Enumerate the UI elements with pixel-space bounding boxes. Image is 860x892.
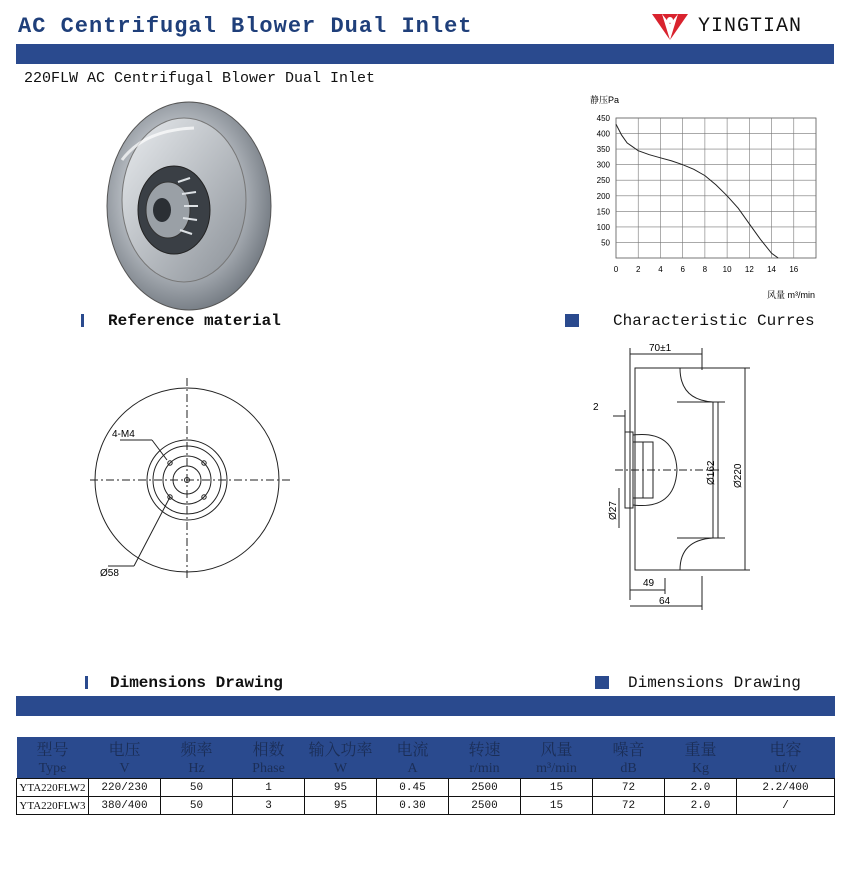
header-cn-cell: 电压 xyxy=(89,737,161,760)
table-cell: 50 xyxy=(161,797,233,815)
table-cell: 72 xyxy=(593,779,665,797)
table-cell: 2500 xyxy=(449,779,521,797)
x-tick-label: 6 xyxy=(680,265,685,274)
y-tick-label: 250 xyxy=(596,176,610,186)
section-dimensions-right: Dimensions Drawing xyxy=(628,674,801,692)
header-cn-cell: 型号 xyxy=(17,737,89,760)
side-view-drawing xyxy=(585,340,760,610)
page-title: AC Centrifugal Blower Dual Inlet xyxy=(18,14,473,39)
header-cn-cell: 噪音 xyxy=(593,737,665,760)
depth2-label: 64 xyxy=(659,596,671,607)
x-tick-label: 0 xyxy=(613,265,619,274)
header-en-cell: Type xyxy=(17,760,89,779)
header-cn-cell: 风量 xyxy=(521,737,593,760)
table-top-bar xyxy=(16,696,835,716)
header-en-cell: Hz xyxy=(161,760,233,779)
header-cn-cell: 重量 xyxy=(665,737,737,760)
header-en-cell: Kg xyxy=(665,760,737,779)
table-cell: 2.0 xyxy=(665,779,737,797)
outer-diameter-label: Ø220 xyxy=(733,463,744,488)
header-cn-cell: 频率 xyxy=(161,737,233,760)
header-en-cell: Phase xyxy=(233,760,305,779)
brand-name: YINGTIAN xyxy=(698,14,803,38)
x-tick-label: 16 xyxy=(789,265,799,274)
header-en-cell: uf/v xyxy=(737,760,835,779)
chart-xlabel: 风量 m³/min xyxy=(767,290,815,300)
section-dimensions-left: Dimensions Drawing xyxy=(110,674,283,692)
y-tick-label: 300 xyxy=(596,160,610,170)
diameter-label: Ø58 xyxy=(100,568,119,579)
header-en-cell: V xyxy=(89,760,161,779)
chart-grid xyxy=(616,118,816,258)
table-cell: YTA220FLW3 xyxy=(17,797,89,815)
brand xyxy=(650,10,802,42)
table-cell: 95 xyxy=(305,779,377,797)
header-en-cell: W xyxy=(305,760,377,779)
header-cn-cell: 相数 xyxy=(233,737,305,760)
table-cell: 2.0 xyxy=(665,797,737,815)
table-cell: 95 xyxy=(305,797,377,815)
x-tick-label: 12 xyxy=(744,265,754,274)
table-cell: 2.2/400 xyxy=(737,779,835,797)
gap-label: 2 xyxy=(593,402,599,413)
chart-x-ticks xyxy=(614,265,799,274)
y-tick-label: 450 xyxy=(596,114,610,123)
table-cell: YTA220FLW2 xyxy=(17,779,89,797)
table-cell: 1 xyxy=(233,779,305,797)
table-cell: 380/400 xyxy=(89,797,161,815)
x-tick-label: 2 xyxy=(635,265,641,274)
bolt-label: 4-M4 xyxy=(112,429,135,440)
chart-ylabel: 静压Pa xyxy=(590,95,620,105)
table-header-cn xyxy=(17,737,835,760)
table-cell: 15 xyxy=(521,779,593,797)
x-tick-label: 10 xyxy=(722,265,732,274)
chart-series-line xyxy=(616,124,778,258)
table-row xyxy=(17,779,835,797)
section-marker xyxy=(595,676,609,689)
characteristic-chart xyxy=(580,88,830,304)
table-cell: 0.45 xyxy=(377,779,449,797)
table-cell: 15 xyxy=(521,797,593,815)
depth1-label: 49 xyxy=(643,578,655,589)
table-cell: 3 xyxy=(233,797,305,815)
x-tick-label: 8 xyxy=(702,265,708,274)
header-cn-cell: 电容 xyxy=(737,737,835,760)
section-marker xyxy=(85,676,88,689)
section-reference: Reference material xyxy=(108,312,281,330)
blower-photo xyxy=(104,100,274,312)
brand-logo-icon xyxy=(650,10,690,42)
table-header-en xyxy=(17,760,835,779)
table-cell: 220/230 xyxy=(89,779,161,797)
table-cell: 72 xyxy=(593,797,665,815)
table-cell: / xyxy=(737,797,835,815)
x-tick-label: 4 xyxy=(658,265,663,274)
header-cn-cell: 电流 xyxy=(377,737,449,760)
header-en-cell: r/min xyxy=(449,760,521,779)
y-tick-label: 400 xyxy=(596,129,610,139)
y-tick-label: 100 xyxy=(596,222,610,232)
table-cell: 2500 xyxy=(449,797,521,815)
x-tick-label: 14 xyxy=(767,265,777,274)
width-label: 70±1 xyxy=(649,343,672,354)
section-marker xyxy=(565,314,579,327)
chart-y-ticks xyxy=(597,114,611,247)
y-tick-label: 50 xyxy=(601,238,610,248)
header-bar xyxy=(16,44,834,64)
inner-diameter-label: Ø162 xyxy=(706,460,717,485)
chart-frame xyxy=(616,118,816,258)
spec-table xyxy=(16,737,835,815)
table-body xyxy=(17,779,835,815)
front-view-drawing xyxy=(90,370,310,590)
header-cn-cell: 转速 xyxy=(449,737,521,760)
header-cn-cell: 输入功率 xyxy=(305,737,377,760)
header-en-cell: A xyxy=(377,760,449,779)
table-cell: 0.30 xyxy=(377,797,449,815)
y-tick-label: 150 xyxy=(596,207,610,217)
y-tick-label: 200 xyxy=(596,191,610,201)
table-cell: 50 xyxy=(161,779,233,797)
section-characteristic: Characteristic Curres xyxy=(613,312,815,330)
y-tick-label: 350 xyxy=(596,145,610,155)
section-marker xyxy=(81,314,84,327)
header-en-cell: dB xyxy=(593,760,665,779)
header-en-cell: m³/min xyxy=(521,760,593,779)
shaft-diameter-label: Ø27 xyxy=(608,501,619,520)
table-row xyxy=(17,797,835,815)
product-subtitle: 220FLW AC Centrifugal Blower Dual Inlet xyxy=(24,70,376,87)
